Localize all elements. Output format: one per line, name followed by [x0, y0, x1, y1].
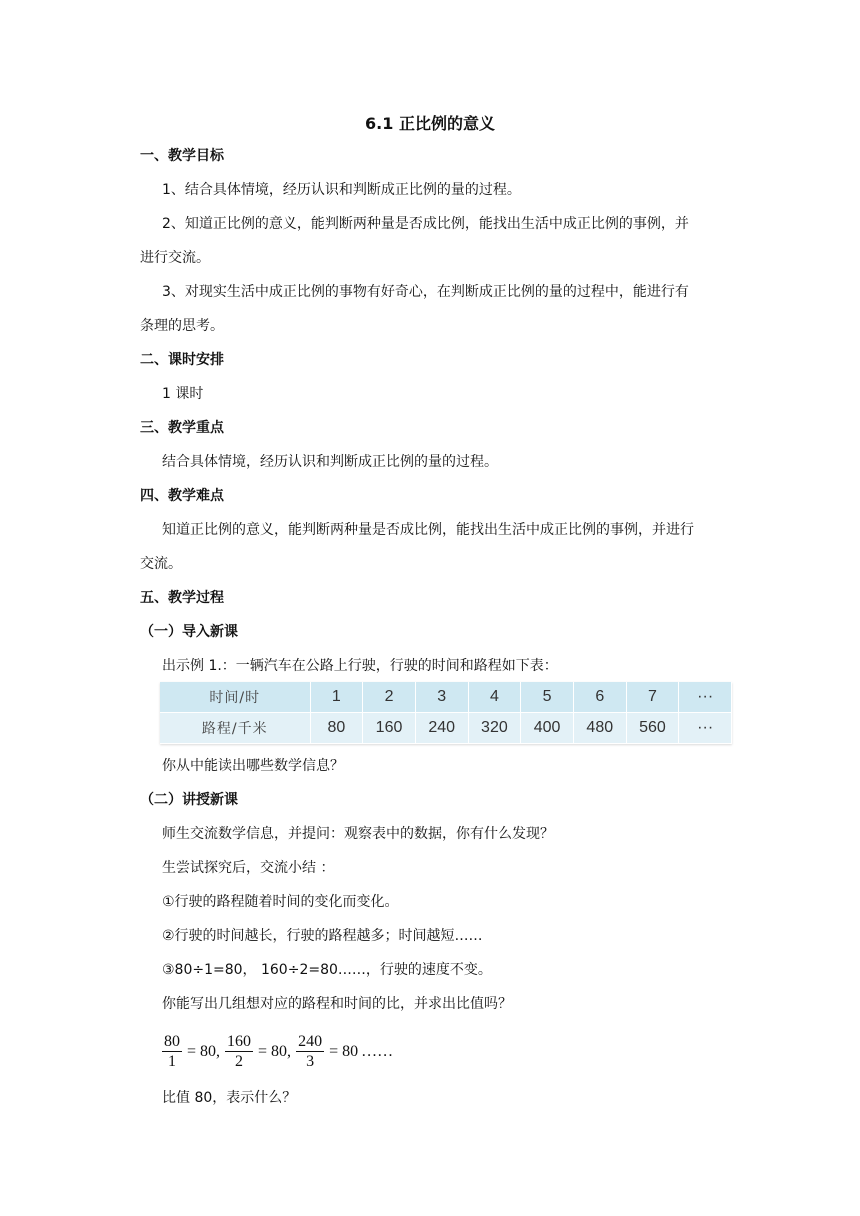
table-cell: 3 — [415, 682, 468, 713]
table-cell: 5 — [521, 682, 574, 713]
table-cell: 6 — [573, 682, 626, 713]
subsection-new-lesson: （二）讲授新课 — [140, 792, 238, 808]
table-cell: 320 — [468, 713, 521, 744]
goal-2-line-1: 2、知道正比例的意义，能判断两种量是否成比例，能找出生活中成正比例的事例，并 — [162, 216, 689, 232]
fraction — [296, 1033, 324, 1072]
example-text: 出示例 1.：一辆汽车在公路上行驶，行驶的时间和路程如下表： — [162, 658, 558, 674]
table-cell: 400 — [521, 713, 574, 744]
difficulties-line-2: 交流。 — [140, 556, 182, 572]
difficulties-line-1: 知道正比例的意义，能判断两种量是否成比例，能找出生活中成正比例的事例，并进行 — [162, 522, 694, 538]
table-cell: 2 — [363, 682, 416, 713]
row-label-distance: 路程/千米 — [160, 713, 310, 744]
section-heading-process: 五、教学过程 — [140, 590, 224, 606]
table-cell: 560 — [626, 713, 679, 744]
table-cell: 480 — [573, 713, 626, 744]
table-row-distance — [160, 713, 732, 744]
section-heading-schedule: 二、课时安排 — [140, 352, 224, 368]
fraction-result: = 80, — [187, 1043, 221, 1060]
paragraph-4: ②行驶的时间越长，行驶的路程越多；时间越短…… — [162, 928, 483, 944]
paragraph-5: ③80÷1=80， 160÷2=80……，行驶的速度不变。 — [162, 962, 492, 978]
paragraph-6: 你能写出几组想对应的路程和时间的比，并求出比值吗？ — [162, 996, 512, 1012]
question-text: 你从中能读出哪些数学信息？ — [162, 758, 344, 774]
paragraph-3: ①行驶的路程随着时间的变化而变化。 — [162, 894, 399, 910]
key-points-text: 结合具体情境，经历认识和判断成正比例的量的过程。 — [162, 454, 498, 470]
table-cell: 160 — [363, 713, 416, 744]
fraction-numerator: 240 — [298, 1032, 323, 1050]
table-cell: ··· — [679, 713, 732, 744]
fraction-denominator: 1 — [168, 1052, 176, 1070]
ratio-formula — [160, 1030, 393, 1074]
fraction-result: = 80 — [329, 1043, 359, 1060]
table-cell: 1 — [310, 682, 363, 713]
table-cell: 80 — [310, 713, 363, 744]
goal-1: 1、结合具体情境，经历认识和判断成正比例的量的过程。 — [162, 182, 521, 198]
subsection-intro: （一）导入新课 — [140, 624, 238, 640]
row-label-time: 时间/时 — [160, 682, 310, 713]
fraction-numerator: 160 — [227, 1032, 252, 1050]
fraction-denominator: 3 — [306, 1052, 315, 1070]
goal-3-line-2: 条理的思考。 — [140, 318, 224, 334]
time-distance-table — [160, 682, 732, 744]
fraction-result: = 80, — [258, 1043, 292, 1060]
section-heading-key-points: 三、教学重点 — [140, 420, 224, 436]
paragraph-2: 生尝试探究后，交流小结 ： — [162, 860, 335, 876]
page-title: 6.1 正比例的意义 — [365, 114, 495, 133]
table-cell: 240 — [415, 713, 468, 744]
fraction-denominator: 2 — [235, 1052, 244, 1070]
period-text: 1 课时 — [162, 386, 204, 402]
table-cell: 7 — [626, 682, 679, 713]
goal-3-line-1: 3、对现实生活中成正比例的事物有好奇心，在判断成正比例的量的过程中，能进行有 — [162, 284, 689, 300]
goal-2-line-2: 进行交流。 — [140, 250, 210, 266]
table-cell: 4 — [468, 682, 521, 713]
fraction — [225, 1033, 253, 1072]
table-row-time — [160, 682, 732, 713]
paragraph-1: 师生交流数学信息，并提问：观察表中的数据，你有什么发现？ — [162, 826, 554, 842]
paragraph-7: 比值 80，表示什么？ — [162, 1090, 297, 1106]
table-cell: ··· — [679, 682, 732, 713]
fraction-numerator: 80 — [164, 1032, 180, 1050]
formula-ellipsis: …… — [361, 1043, 394, 1060]
section-heading-difficulties: 四、教学难点 — [140, 488, 224, 504]
fraction — [162, 1033, 182, 1072]
section-heading-goals: 一、教学目标 — [140, 148, 224, 164]
